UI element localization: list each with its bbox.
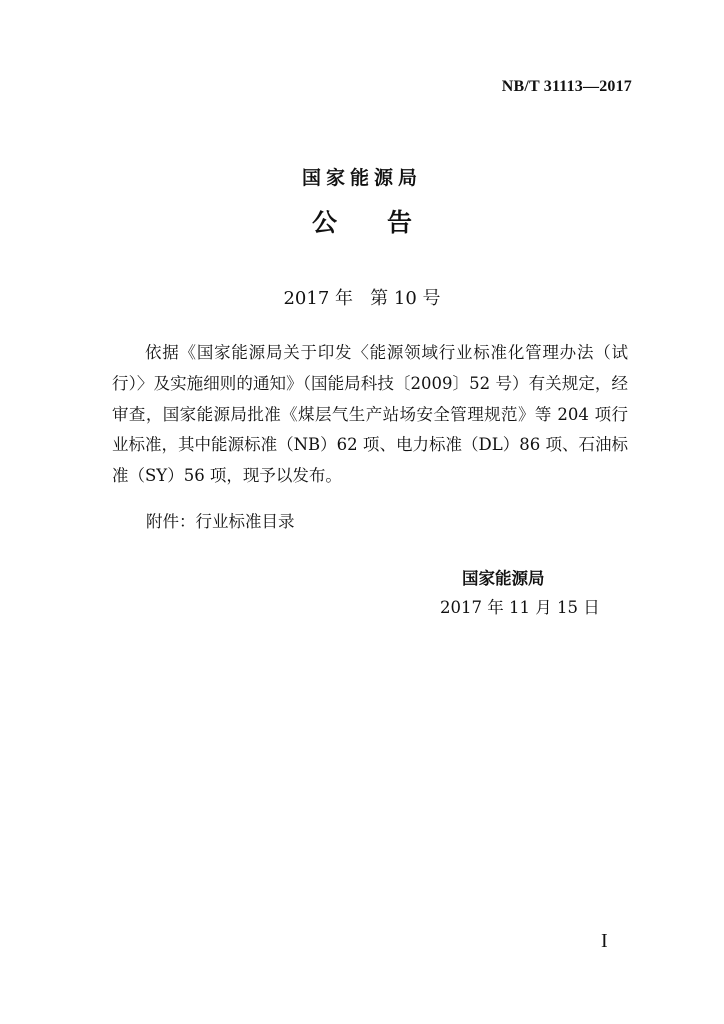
notice-title: 公告	[311, 208, 462, 237]
signature-organization: 国家能源局	[462, 569, 545, 588]
agency-title: 国家能源局	[301, 167, 422, 189]
issue-number: 2017 年 第 10 号	[283, 288, 441, 309]
standard-code: NB/T 31113—2017	[501, 78, 632, 95]
body-paragraph: 依据《国家能源局关于印发〈能源领域行业标准化管理办法（试行）〉及实施细则的通知》（国能局科技〔2009〕52 号）有关规定，经审查，国家能源局批准《煤层气生产站场安全管理规范》等 204 项行业标准，其中能源标准（NB）62 项、电力标准（DL）86 项、石油标准（SY）56 项，现予以发布。	[112, 343, 628, 486]
signature-date: 2017 年 11 月 15 日	[440, 598, 600, 617]
attachment-line: 附件：行业标准目录	[146, 512, 295, 531]
page-number: I	[601, 930, 608, 952]
